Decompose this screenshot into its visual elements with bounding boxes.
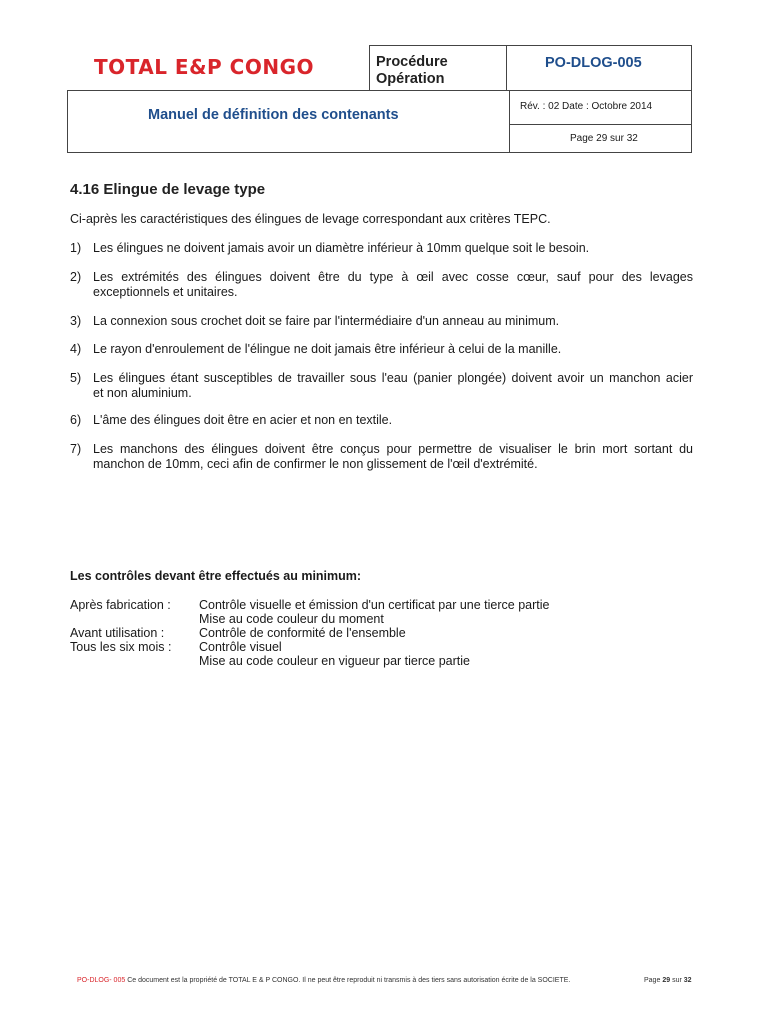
- list-item-text-line2: et non aluminium.: [93, 386, 192, 400]
- control-value: Contrôle visuel: [199, 640, 282, 654]
- doc-title: Manuel de définition des contenants: [148, 107, 399, 123]
- control-label: Tous les six mois :: [70, 640, 172, 654]
- footer-doc-code: PO-DLOG- 005: [77, 977, 126, 984]
- control-value: Mise au code couleur du moment: [199, 612, 384, 626]
- footer-page-mid: sur: [672, 977, 682, 984]
- footer-page-number: 29: [662, 977, 671, 984]
- list-item-number: 1): [70, 241, 82, 255]
- list-item-number: 7): [70, 442, 82, 456]
- doc-type-line2: Opération: [376, 71, 445, 87]
- footer-page-prefix: Page: [644, 977, 661, 984]
- section-intro: Ci-après les caractéristiques des élingues de levage correspondant aux critères TEPC.: [70, 212, 551, 226]
- list-item-number: 6): [70, 413, 82, 427]
- list-item-text-line1: Les élingues étant susceptibles de travailler sous l'eau (panier plongée) doivent avoir un manchon acier: [93, 371, 693, 385]
- revision-info: Rév. : 02 Date : Octobre 2014: [520, 101, 653, 112]
- list-item-number: 3): [70, 314, 82, 328]
- page-info: Page 29 sur 32: [570, 133, 638, 144]
- doc-type-line1: Procédure: [376, 54, 448, 70]
- controls-title: Les contrôles devant être effectués au minimum:: [70, 569, 362, 583]
- control-label: Après fabrication :: [70, 598, 171, 612]
- footer-page-total: 32: [683, 977, 692, 984]
- list-item-number: 5): [70, 371, 82, 385]
- list-item-text: Les élingues ne doivent jamais avoir un diamètre inférieur à 10mm quelque soit le besoin.: [93, 241, 590, 255]
- company-logo: TOTAL E&P CONGO: [94, 55, 314, 79]
- list-item-text: L'âme des élingues doit être en acier et non en textile.: [93, 413, 393, 427]
- list-item-text: Le rayon d'enroulement de l'élingue ne doit jamais être inférieur à celui de la manille.: [93, 342, 562, 356]
- control-value: Contrôle visuelle et émission d'un certificat par une tierce partie: [199, 598, 550, 612]
- control-label: Avant utilisation :: [70, 626, 165, 640]
- footer-page: [644, 977, 692, 984]
- doc-code-box: [506, 45, 692, 90]
- control-value: Mise au code couleur en vigueur par tierce partie: [199, 654, 470, 668]
- doc-type-box: [369, 45, 507, 90]
- document-header-main: [67, 90, 692, 153]
- list-item-text-line2: exceptionnels et unitaires.: [93, 285, 238, 299]
- list-item-text: La connexion sous crochet doit se faire par l'intermédiaire d'un anneau au minimum.: [93, 314, 560, 328]
- footer-notice: Ce document est la propriété de TOTAL E & P CONGO. Il ne peut être reproduit ni transmis à des tiers sans autorisation écrite de la SOCIETE.: [127, 977, 571, 984]
- list-item-text-line1: Les manchons des élingues doivent être conçus pour permettre de visualiser le brin mort sortant du: [93, 442, 693, 456]
- section-title: 4.16 Elingue de levage type: [70, 181, 266, 198]
- header-divider-vertical: [509, 91, 510, 152]
- list-item-number: 2): [70, 270, 82, 284]
- header-divider-horizontal: [509, 124, 691, 125]
- list-item-number: 4): [70, 342, 82, 356]
- list-item-text-line1: Les extrémités des élingues doivent être du type à œil avec cosse cœur, sauf pour des levages: [93, 270, 693, 284]
- list-item-text-line2: manchon de 10mm, ceci afin de confirmer le non glissement de l'œil d'extrémité.: [93, 457, 538, 471]
- doc-code: PO-DLOG-005: [545, 55, 642, 71]
- document-header-top: [68, 45, 692, 91]
- control-value: Contrôle de conformité de l'ensemble: [199, 626, 406, 640]
- page-footer: [77, 977, 692, 984]
